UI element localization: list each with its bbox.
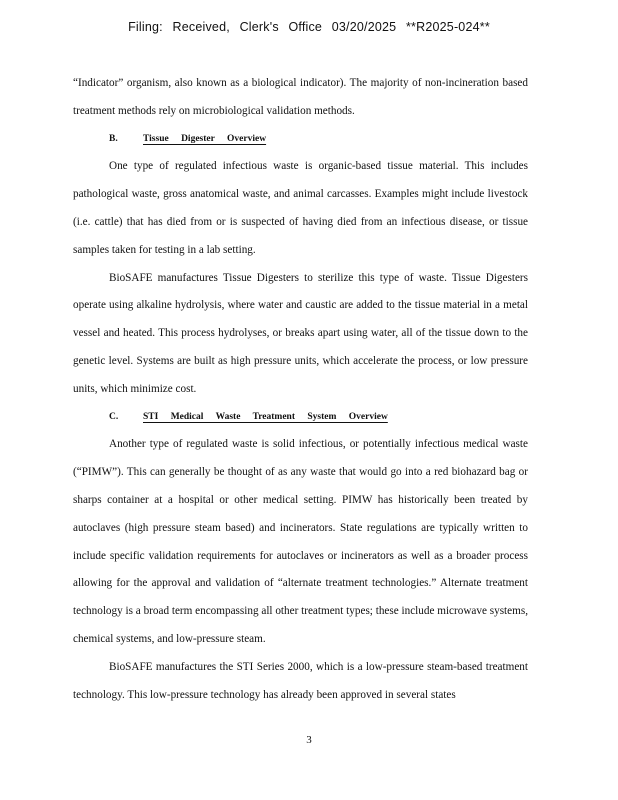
section-title: Tissue Digester Overview: [143, 133, 267, 144]
paragraph-indicator-organism: “Indicator” organism, also known as a biological indicator). The majority of non-incineration based treatment methods rely on microbiological validation methods.: [73, 77, 528, 117]
document-body: [73, 70, 528, 709]
paragraph-sti-series: BioSAFE manufactures the STI Series 2000, which is a low-pressure steam-based treatment technology. This low-pressure technology has already been approved in several states: [73, 660, 528, 701]
section-title: STI Medical Waste Treatment System Overview: [143, 411, 388, 422]
paragraph-tissue-digesters: BioSAFE manufactures Tissue Digesters to sterilize this type of waste. Tissue Digesters operate using alkaline hydrolysis, where water and caustic are added to the tissue material in a metal vessel and heated. This process hydrolyses, or breaks apart using water, all of the tissue down to the genetic level. Systems are built as high pressure units, which accelerate the process, or low pressure units, which minimize cost.: [73, 271, 528, 395]
section-heading-tissue-digester: [73, 126, 528, 154]
filing-header: Filing: Received, Clerk's Office 03/20/2025 **R2025-024**: [128, 20, 490, 34]
section-letter: B.: [109, 133, 118, 144]
section-heading-sti-system: [73, 404, 528, 432]
page-number: 3: [306, 734, 312, 746]
section-letter: C.: [109, 411, 119, 422]
paragraph-tissue-waste: One type of regulated infectious waste is organic-based tissue material. This includes pathological waste, gross anatomical waste, and animal carcasses. Examples might include livestock (i.e. cattle) that has died from or is suspected of having died from an infectious disease, or tissue samples taken for testing in a lab setting.: [73, 160, 528, 256]
paragraph-pimw: Another type of regulated waste is solid infectious, or potentially infectious medical waste (“PIMW”). This can generally be thought of as any waste that would go into a red biohazard bag or sharps container at a hospital or other medical setting. PIMW has historically been treated by autoclaves (high pressure steam based) and incinerators. State regulations are typically written to include specific validation requirements for autoclaves or incinerators as well as a broader process allowing for the approval and validation of “alternate treatment technologies.” Alternate treatment technology is a broad term encompassing all other treatment types; these include microwave systems, chemical systems, and low-pressure steam.: [73, 438, 528, 645]
